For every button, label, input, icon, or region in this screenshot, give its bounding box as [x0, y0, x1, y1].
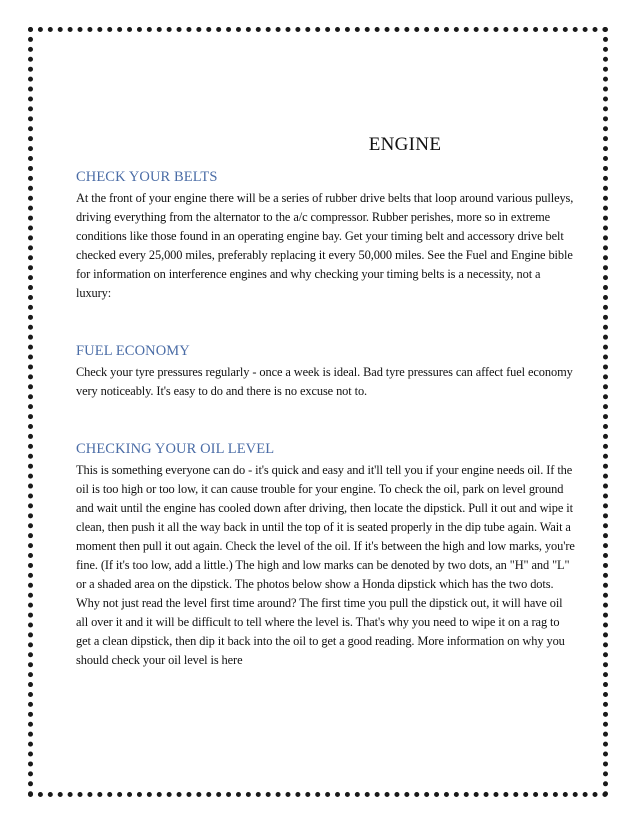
section-check-belts [76, 168, 576, 303]
section-heading: CHECK YOUR BELTS [76, 169, 218, 185]
section-fuel-economy [76, 342, 576, 401]
section-body: At the front of your engine there will be a series of rubber drive belts that loop around various pulleys, driving everything from the alternator to the a/c compressor. Rubber perishes, more so in extreme conditions like those found in an operating engine bay. Get your timing belt and accessory drive belt checked every 25,000 miles, preferably replacing it every 50,000 miles. See the Fuel and Engine bible for information on interference engines and why checking your timing belts is a necessity, not a luxury: [76, 191, 574, 300]
section-oil-level [76, 440, 576, 670]
document-title: ENGINE [368, 134, 442, 155]
section-heading: FUEL ECONOMY [76, 343, 190, 359]
document-content [76, 134, 576, 670]
section-body: This is something everyone can do - it's quick and easy and it'll tell you if your engine needs oil. If the oil is too high or too low, it can cause trouble for your engine. To check the oil, park on level ground and wait until the engine has cooled down after driving, then locate the dipstick. Pull it out and wipe it clean, then push it all the way back in until the top of it is seated properly in the dip tube again. Wait a moment then pull it out again. Check the level of the oil. If it's between the high and low marks, you're fine. (If it's too low, add a little.) The high and low marks can be denoted by two dots, an "H" and "L" or a shaded area on the dipstick. The photos below show a Honda dipstick which has the two dots. Why not just read the level first time around? The first time you pull the dipstick out, it will have oil all over it and it will be difficult to tell where the level is. That's why you need to wipe it on a rag to get a clean dipstick, then dip it back into the oil to get a good reading. More information on why you should check your oil level is here [76, 463, 575, 667]
section-heading: CHECKING YOUR OIL LEVEL [76, 441, 275, 457]
section-body: Check your tyre pressures regularly - once a week is ideal. Bad tyre pressures can affect fuel economy very noticeably. It's easy to do and there is no excuse not to. [76, 365, 573, 398]
